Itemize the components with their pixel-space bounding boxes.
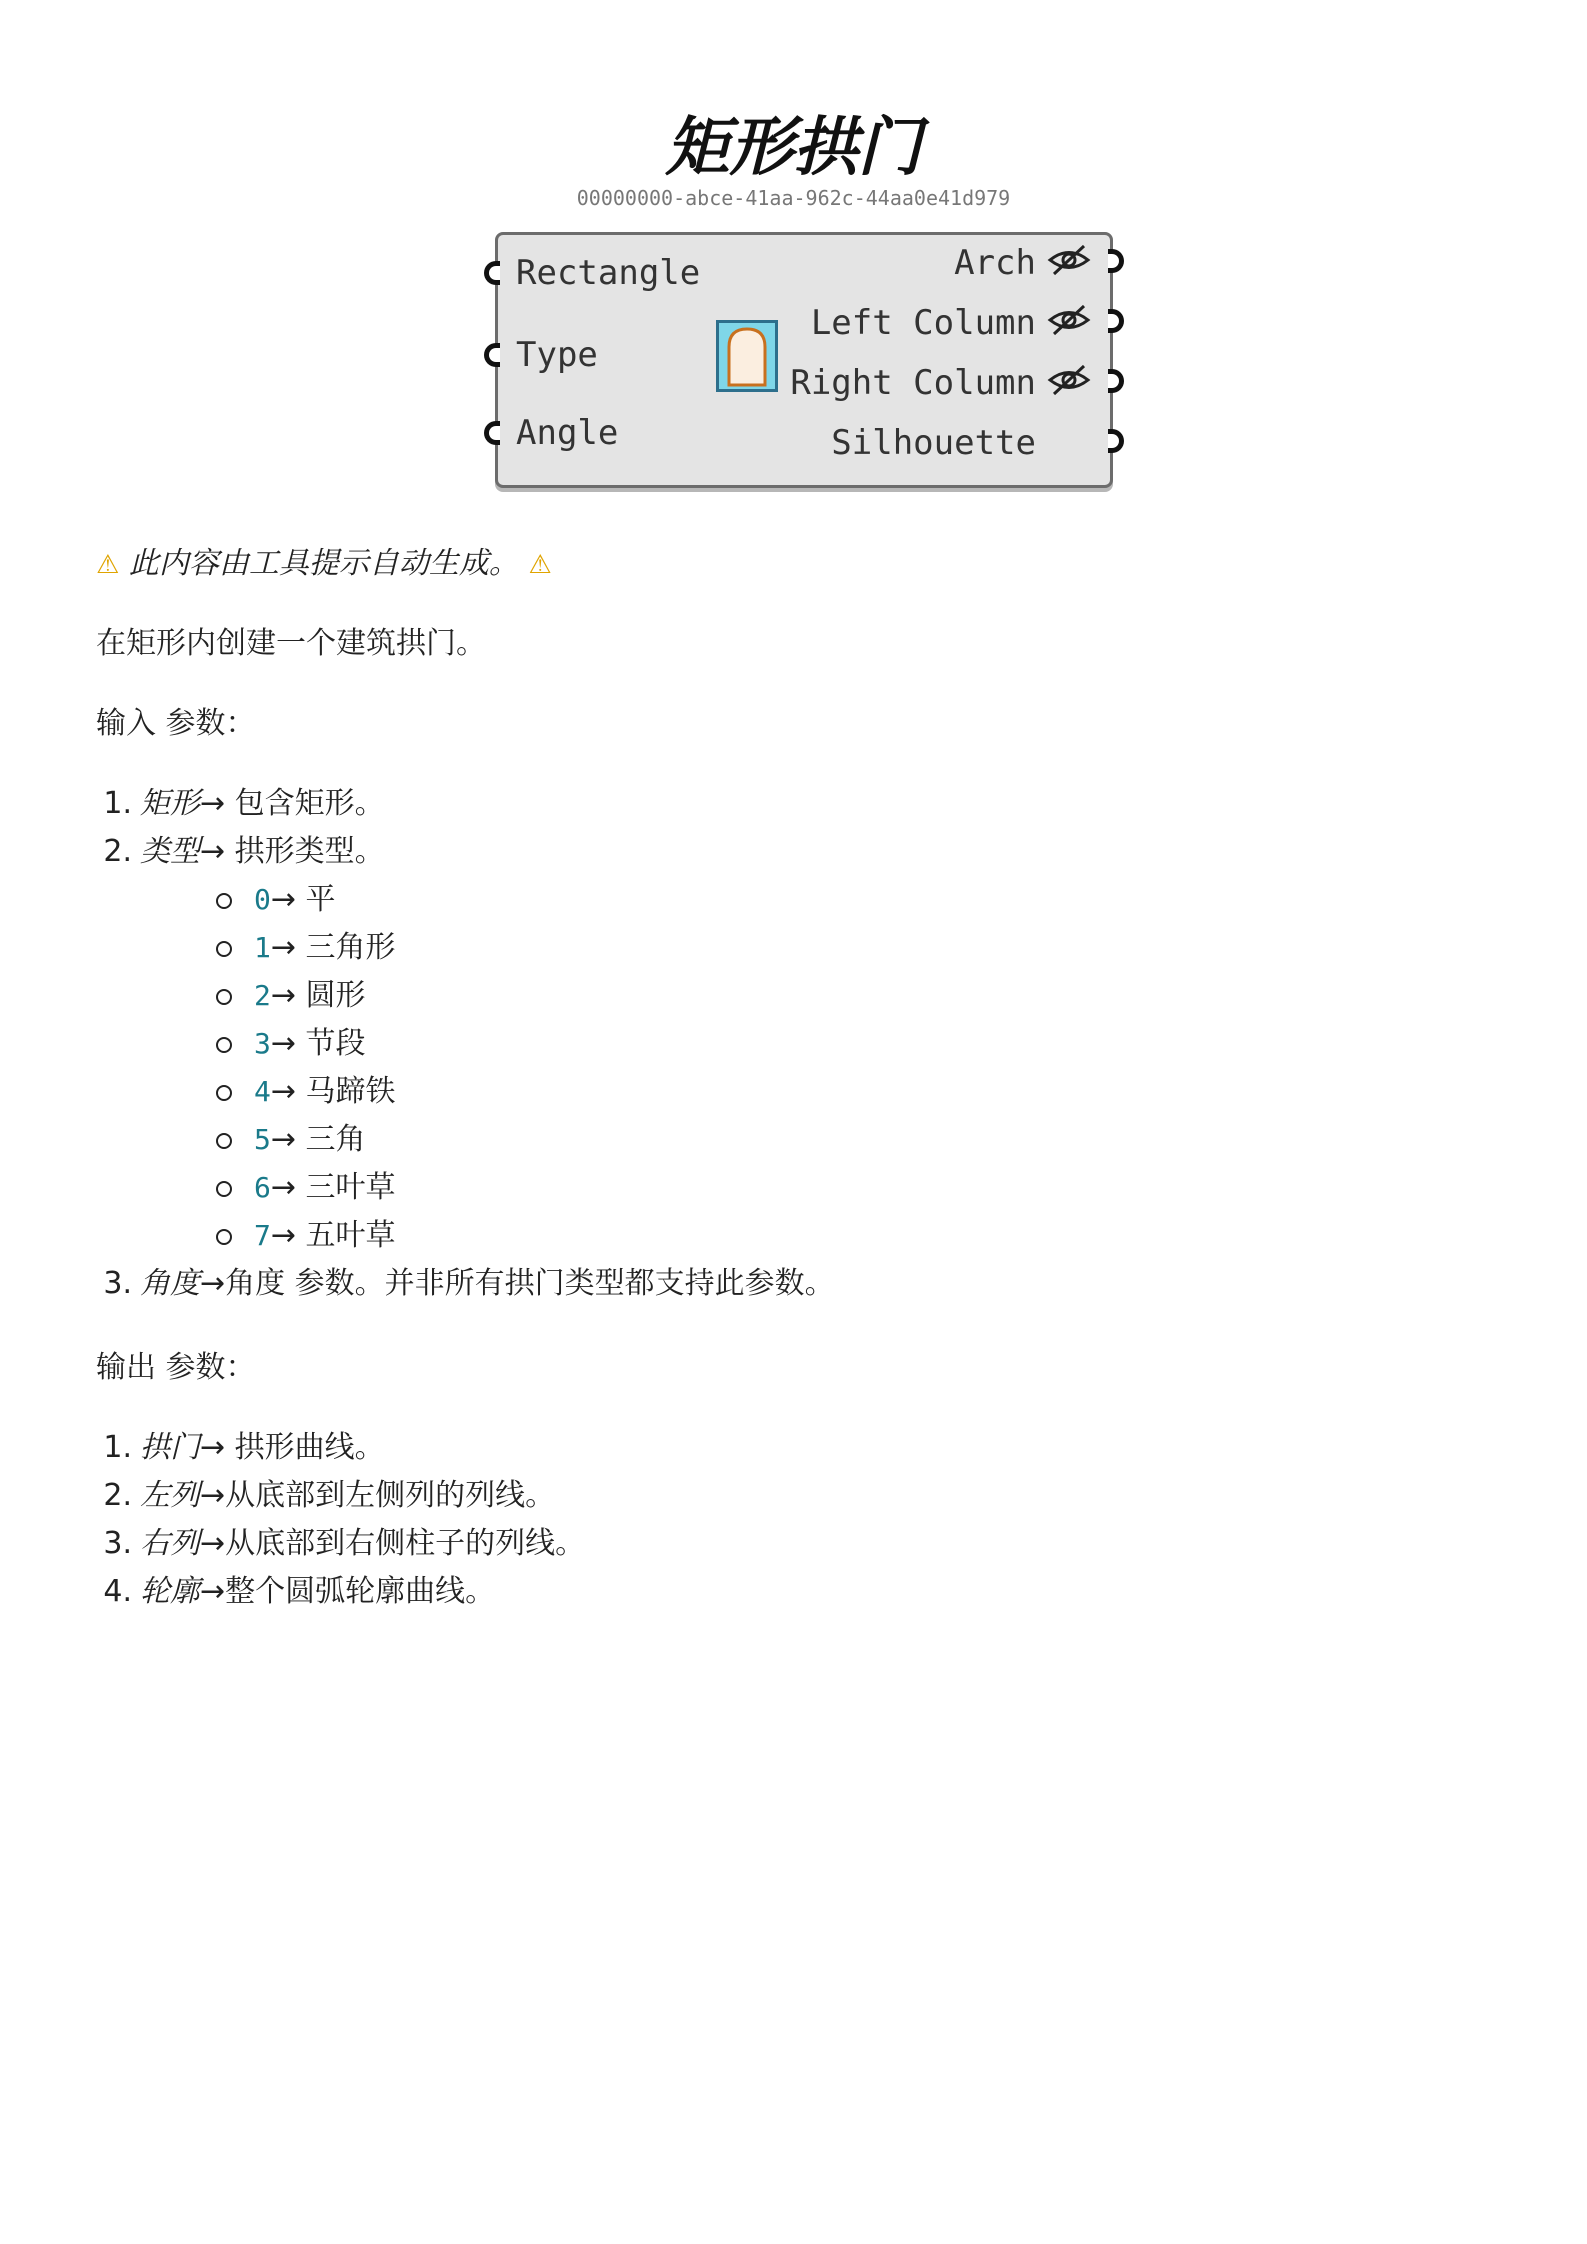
type-item: 7→ 五叶草: [216, 1210, 396, 1254]
outputs-heading: 输出 参数：: [96, 1350, 256, 1385]
output-arch-label: Arch: [954, 243, 1036, 283]
warning-icon: ⚠: [528, 550, 552, 580]
warning-text: 此内容由工具提示自动生成。: [128, 546, 519, 581]
output-item: 4. 轮廓→整个圆弧轮廓曲线。: [103, 1574, 496, 1609]
input-type-label: Type: [516, 335, 598, 375]
output-item: 3. 右列→从底部到右侧柱子的列线。: [103, 1526, 586, 1561]
arch-icon: [716, 320, 778, 392]
description: 在矩形内创建一个建筑拱门。: [96, 626, 486, 661]
output-item: 1. 拱门→ 拱形曲线。: [103, 1430, 385, 1465]
type-item: 6→ 三叶草: [216, 1162, 396, 1206]
input-item: 2. 类型→ 拱形类型。: [103, 834, 385, 869]
type-item: 2→ 圆形: [216, 970, 366, 1014]
autogen-warning: [96, 538, 552, 582]
input-grip-type[interactable]: [484, 343, 500, 367]
output-item: 2. 左列→从底部到左侧列的列线。: [103, 1478, 556, 1513]
warning-icon: ⚠: [96, 550, 120, 580]
eye-slash-icon[interactable]: [1046, 363, 1092, 397]
eye-slash-icon[interactable]: [1046, 243, 1092, 277]
input-rectangle-label: Rectangle: [516, 253, 701, 293]
output-grip-right-column[interactable]: [1108, 369, 1124, 393]
input-item: 3. 角度→角度 参数。并非所有拱门类型都支持此参数。: [103, 1266, 835, 1301]
component-guid: 00000000-abce-41aa-962c-44aa0e41d979: [576, 186, 1011, 210]
output-grip-silhouette[interactable]: [1108, 429, 1124, 453]
input-item: 1. 矩形→ 包含矩形。: [103, 786, 385, 821]
type-item: 3→ 节段: [216, 1018, 366, 1062]
eye-slash-icon[interactable]: [1046, 303, 1092, 337]
grasshopper-component[interactable]: [495, 232, 1113, 488]
type-item: 5→ 三角: [216, 1114, 366, 1158]
output-silhouette-label: Silhouette: [831, 423, 1036, 463]
inputs-heading: 输入 参数：: [96, 706, 256, 741]
input-angle-label: Angle: [516, 413, 619, 453]
input-grip-angle[interactable]: [484, 421, 500, 445]
output-right-column-label: Right Column: [790, 363, 1036, 403]
output-grip-left-column[interactable]: [1108, 309, 1124, 333]
page-title: 矩形拱门: [665, 111, 922, 185]
type-item: 1→ 三角形: [216, 922, 396, 966]
input-grip-rectangle[interactable]: [484, 261, 500, 285]
output-left-column-label: Left Column: [810, 303, 1036, 343]
type-item: 4→ 马蹄铁: [216, 1066, 396, 1110]
output-grip-arch[interactable]: [1108, 249, 1124, 273]
type-item: 0→ 平: [216, 874, 336, 918]
